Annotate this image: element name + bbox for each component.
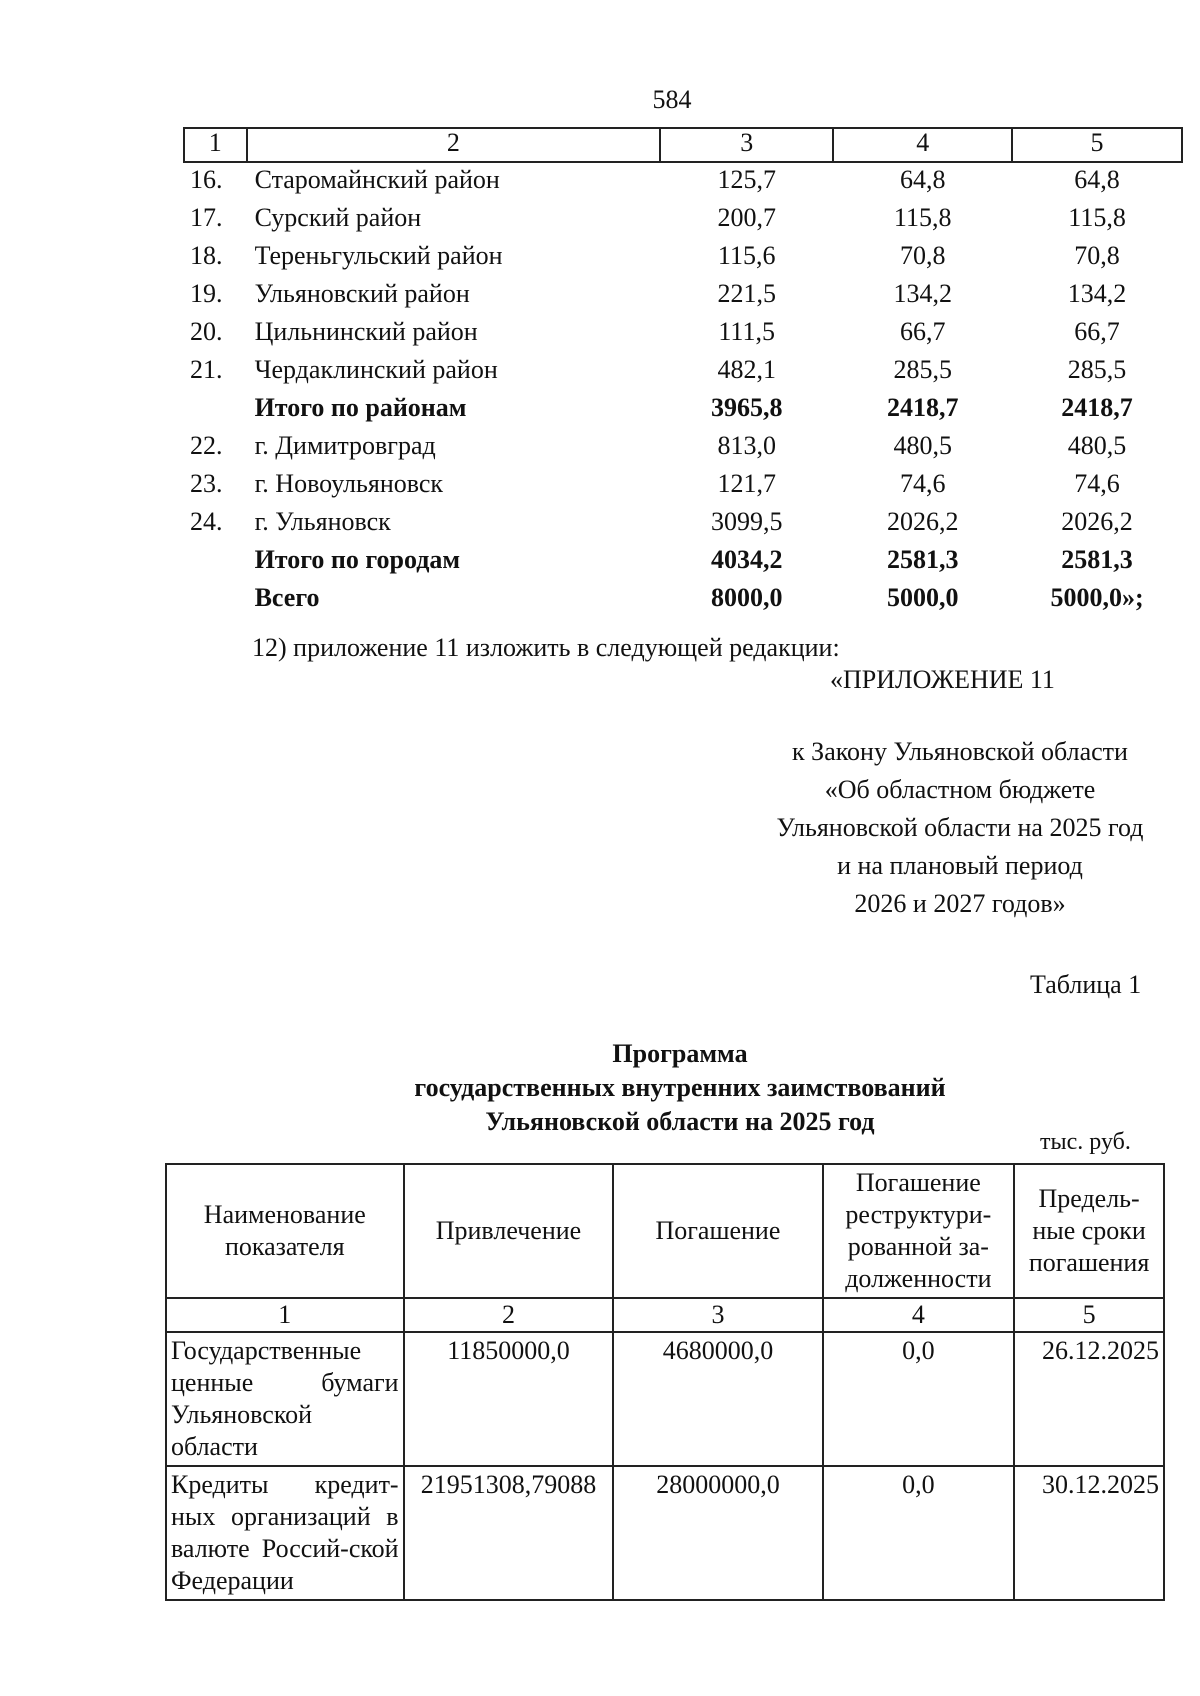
column-5-value: 66,7 bbox=[1074, 317, 1120, 346]
column-3-value: 4034,2 bbox=[710, 545, 783, 574]
column-number: 3 bbox=[613, 1298, 822, 1332]
row-name: г. Димитровград bbox=[254, 431, 436, 460]
indicator-name: Кредиты кредит-ных организаций в валюте Россий-ской Федерации bbox=[166, 1466, 404, 1600]
column-5-value: 2581,3 bbox=[1061, 545, 1133, 574]
row-number: 24. bbox=[190, 507, 223, 536]
row-number bbox=[184, 581, 247, 619]
program-title bbox=[180, 1037, 1180, 1139]
row-number: 22. bbox=[190, 431, 223, 460]
row-name: Итого по районам bbox=[254, 393, 467, 422]
attraction-value: 21951308,79088 bbox=[404, 1466, 614, 1600]
column-5-value: 74,6 bbox=[1074, 469, 1120, 498]
column-4-value: 2026,2 bbox=[886, 507, 959, 536]
column-5-value: 480,5 bbox=[1067, 431, 1127, 460]
column-4-value: 480,5 bbox=[893, 431, 952, 460]
header-restructured-repayment: Погашение реструктури-рованной за-долженности bbox=[823, 1164, 1015, 1298]
column-4-value: 115,8 bbox=[893, 203, 952, 232]
column-5-value: 2418,7 bbox=[1061, 393, 1133, 422]
law-reference-line: «Об областном бюджете bbox=[824, 775, 1096, 804]
column-4-value: 134,2 bbox=[893, 279, 952, 308]
column-number: 2 bbox=[247, 128, 661, 162]
total-row bbox=[184, 581, 1182, 619]
indicator-name: Государственные ценные бумаги Ульяновской области bbox=[166, 1332, 404, 1466]
law-reference-line: к Закону Ульяновской области bbox=[792, 737, 1128, 766]
column-4-value: 64,8 bbox=[899, 165, 946, 194]
table-row bbox=[184, 505, 1182, 543]
header-repayment: Погашение bbox=[613, 1164, 822, 1298]
deadline-value: 30.12.2025 bbox=[1014, 1466, 1164, 1600]
restructured-repayment-value: 0,0 bbox=[823, 1332, 1015, 1466]
header-row bbox=[166, 1164, 1164, 1298]
column-number-row bbox=[166, 1298, 1164, 1332]
column-5-value: 285,5 bbox=[1067, 355, 1127, 384]
column-5-value: 115,8 bbox=[1068, 203, 1126, 232]
column-3-value: 111,5 bbox=[718, 317, 775, 346]
total-row bbox=[184, 391, 1182, 429]
row-name: Ульяновский район bbox=[254, 279, 470, 308]
column-3-value: 115,6 bbox=[717, 241, 776, 270]
column-3-value: 8000,0 bbox=[710, 583, 783, 612]
table-row bbox=[184, 353, 1182, 391]
column-4-value: 2581,3 bbox=[886, 545, 959, 574]
row-name: г. Новоульяновск bbox=[254, 469, 444, 498]
table-label: Таблица 1 bbox=[1030, 970, 1142, 999]
law-reference-line: Ульяновской области на 2025 год bbox=[776, 813, 1144, 842]
column-4-value: 2418,7 bbox=[886, 393, 959, 422]
attraction-value: 11850000,0 bbox=[404, 1332, 614, 1466]
column-3-value: 200,7 bbox=[717, 203, 776, 232]
row-name: Тереньгульский район bbox=[254, 241, 503, 270]
column-number-row bbox=[184, 128, 1182, 162]
column-number: 2 bbox=[404, 1298, 614, 1332]
program-title-line: государственных внутренних заимствований bbox=[414, 1073, 946, 1102]
column-3-value: 482,1 bbox=[717, 355, 776, 384]
column-number: 4 bbox=[823, 1298, 1015, 1332]
column-4-value: 70,8 bbox=[899, 241, 946, 270]
units-label: тыс. руб. bbox=[1040, 1129, 1131, 1155]
row-name: Всего bbox=[254, 583, 320, 612]
row-number: 18. bbox=[190, 241, 223, 270]
column-3-value: 125,7 bbox=[717, 165, 776, 194]
row-number bbox=[184, 543, 247, 581]
table-row bbox=[166, 1466, 1164, 1600]
row-name: Сурский район bbox=[254, 203, 422, 232]
column-4-value: 66,7 bbox=[899, 317, 946, 346]
repayment-value: 4680000,0 bbox=[613, 1332, 822, 1466]
page-number: 584 bbox=[652, 85, 692, 114]
law-reference bbox=[690, 733, 1200, 923]
row-number bbox=[184, 391, 247, 429]
row-name: г. Ульяновск bbox=[254, 507, 391, 536]
row-number: 20. bbox=[190, 317, 223, 346]
appendix-title: «ПРИЛОЖЕНИЕ 11 bbox=[830, 665, 1055, 694]
column-number: 1 bbox=[166, 1298, 404, 1332]
column-5-value: 5000,0»; bbox=[1050, 583, 1144, 612]
header-deadline: Предель-ные сроки погашения bbox=[1014, 1164, 1164, 1298]
deadline-value: 26.12.2025 bbox=[1014, 1332, 1164, 1466]
column-number: 3 bbox=[660, 128, 833, 162]
law-reference-line: 2026 и 2027 годов» bbox=[854, 889, 1066, 918]
column-4-value: 285,5 bbox=[893, 355, 952, 384]
row-name: Чердаклинский район bbox=[254, 355, 498, 384]
column-4-value: 5000,0 bbox=[886, 583, 959, 612]
row-number: 17. bbox=[190, 203, 223, 232]
column-number: 5 bbox=[1014, 1298, 1164, 1332]
table-row bbox=[184, 277, 1182, 315]
column-3-value: 221,5 bbox=[717, 279, 776, 308]
table-row bbox=[184, 429, 1182, 467]
column-number: 1 bbox=[184, 128, 247, 162]
column-3-value: 813,0 bbox=[717, 431, 776, 460]
repayment-value: 28000000,0 bbox=[613, 1466, 822, 1600]
row-name: Старомайнский район bbox=[254, 165, 500, 194]
column-4-value: 74,6 bbox=[899, 469, 946, 498]
row-number: 19. bbox=[190, 279, 223, 308]
column-3-value: 3965,8 bbox=[710, 393, 783, 422]
distribution-table bbox=[183, 127, 1183, 619]
column-5-value: 134,2 bbox=[1067, 279, 1127, 308]
restructured-repayment-value: 0,0 bbox=[823, 1466, 1015, 1600]
row-name: Итого по городам bbox=[254, 545, 461, 574]
header-indicator-name: Наименование показателя bbox=[166, 1164, 404, 1298]
row-number: 21. bbox=[190, 355, 223, 384]
program-title-line: Ульяновской области на 2025 год bbox=[485, 1107, 875, 1136]
column-5-value: 70,8 bbox=[1074, 241, 1120, 270]
row-number: 16. bbox=[190, 165, 223, 194]
table-row bbox=[184, 239, 1182, 277]
column-number: 5 bbox=[1012, 128, 1182, 162]
column-3-value: 121,7 bbox=[717, 469, 776, 498]
program-title-line: Программа bbox=[612, 1039, 748, 1068]
column-3-value: 3099,5 bbox=[710, 507, 783, 536]
table-row bbox=[184, 467, 1182, 505]
column-5-value: 64,8 bbox=[1074, 165, 1120, 194]
borrowing-program-table bbox=[165, 1163, 1165, 1601]
row-number: 23. bbox=[190, 469, 223, 498]
amendment-text: 12) приложение 11 изложить в следующей редакции: bbox=[252, 633, 840, 662]
table-row bbox=[166, 1332, 1164, 1466]
column-5-value: 2026,2 bbox=[1061, 507, 1133, 536]
table-row bbox=[184, 162, 1182, 201]
table-row bbox=[184, 201, 1182, 239]
table-row bbox=[184, 315, 1182, 353]
row-name: Цильнинский район bbox=[254, 317, 478, 346]
header-attraction: Привлечение bbox=[404, 1164, 614, 1298]
column-number: 4 bbox=[833, 128, 1012, 162]
total-row bbox=[184, 543, 1182, 581]
law-reference-line: и на плановый период bbox=[837, 851, 1083, 880]
